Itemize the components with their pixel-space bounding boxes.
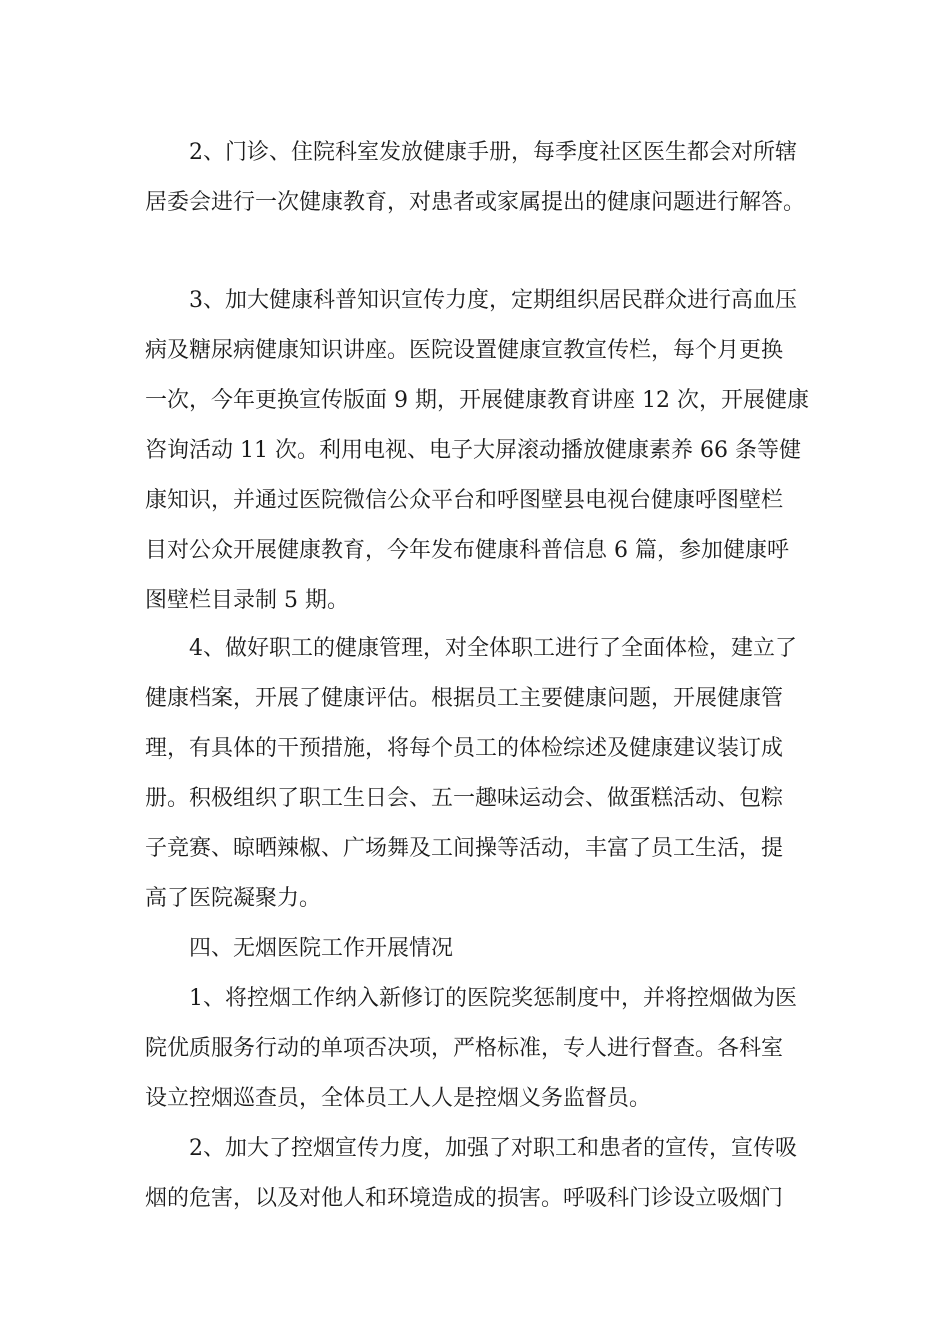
text-line: 烟的危害，以及对他人和环境造成的损害。呼吸科门诊设立吸烟门 bbox=[145, 1186, 784, 1211]
text-line: 1、将控烟工作纳入新修订的医院奖惩制度中，并将控烟做为医 bbox=[145, 986, 797, 1011]
section-heading-smoke-free-hospital bbox=[145, 924, 825, 974]
text-line: 设立控烟巡查员，全体员工人人是控烟义务监督员。 bbox=[145, 1086, 652, 1111]
text-line: 目对公众开展健康教育，今年发布健康科普信息 6 篇，参加健康呼 bbox=[145, 538, 789, 563]
paragraph-tobacco-control-policy bbox=[145, 974, 825, 1124]
text-line: 病及糖尿病健康知识讲座。医院设置健康宣教宣传栏，每个月更换 bbox=[145, 338, 784, 363]
text-line: 子竞赛、晾晒辣椒、广场舞及工间操等活动，丰富了员工生活，提 bbox=[145, 836, 784, 861]
section-heading: 四、无烟医院工作开展情况 bbox=[145, 936, 454, 961]
paragraph-health-science-promotion bbox=[145, 276, 825, 626]
text-line: 4、做好职工的健康管理，对全体职工进行了全面体检，建立了 bbox=[145, 636, 797, 661]
text-line: 居委会进行一次健康教育，对患者或家属提出的健康问题进行解答。 bbox=[145, 190, 806, 215]
text-line: 咨询活动 11 次。利用电视、电子大屏滚动播放健康素养 66 条等健 bbox=[145, 438, 801, 463]
paragraph-staff-health-management bbox=[145, 624, 825, 924]
text-line: 3、加大健康科普知识宣传力度，定期组织居民群众进行高血压 bbox=[145, 288, 797, 313]
text-line: 2、门诊、住院科室发放健康手册，每季度社区医生都会对所辖 bbox=[145, 140, 797, 165]
text-line: 健康档案，开展了健康评估。根据员工主要健康问题，开展健康管 bbox=[145, 686, 784, 711]
paragraph-tobacco-control-publicity bbox=[145, 1124, 825, 1224]
text-line: 册。积极组织了职工生日会、五一趣味运动会、做蛋糕活动、包粽 bbox=[145, 786, 784, 811]
text-line: 高了医院凝聚力。 bbox=[145, 886, 322, 911]
text-line: 2、加大了控烟宣传力度，加强了对职工和患者的宣传，宣传吸 bbox=[145, 1136, 797, 1161]
text-line: 康知识，并通过医院微信公众平台和呼图壁县电视台健康呼图壁栏 bbox=[145, 488, 784, 513]
text-line: 院优质服务行动的单项否决项，严格标准，专人进行督查。各科室 bbox=[145, 1036, 784, 1061]
paragraph-outpatient-handbook bbox=[145, 128, 825, 228]
text-line: 图壁栏目录制 5 期。 bbox=[145, 588, 349, 613]
text-line: 理，有具体的干预措施，将每个员工的体检综述及健康建议装订成 bbox=[145, 736, 784, 761]
text-line: 一次，今年更换宣传版面 9 期，开展健康教育讲座 12 次，开展健康 bbox=[145, 388, 809, 413]
